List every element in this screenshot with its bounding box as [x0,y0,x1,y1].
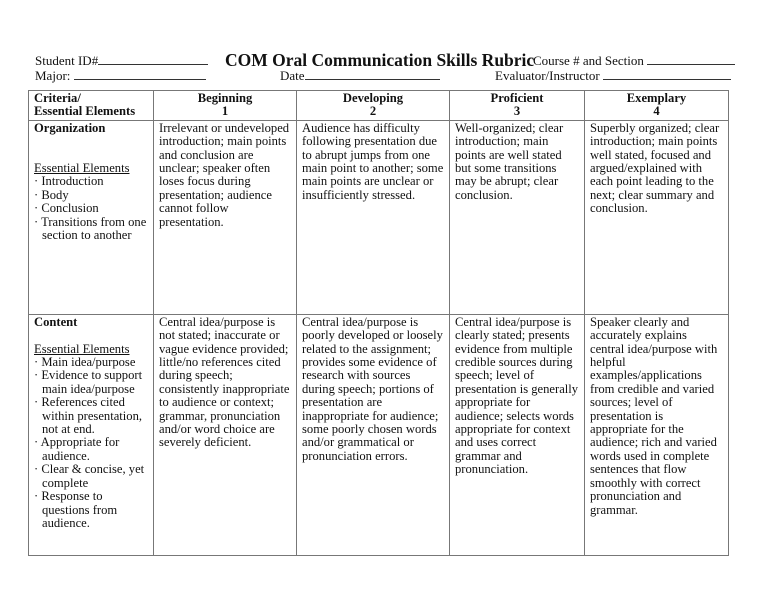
student-id-blank[interactable] [98,53,208,65]
column-header-criteria [29,91,154,121]
column-header-proficient [450,91,585,121]
rubric-cell-exemplary: Speaker clearly and accurately explains central idea/purpose with helpful examples/applications from credible and varied sources; level of presentation is appropriate for the audience; rich and varied words used in complete sentences that flow smoothly with correct pronunciation and grammar. [585,314,729,555]
rubric-cell-beginning: Irrelevant or undeveloped introduction; main points and conclusion are unclear; speaker often loses focus during presentation; audience cannot follow presentation. [154,120,297,314]
criterion-title: Content [34,314,78,329]
rubric-table [28,90,729,556]
course-section-field[interactable] [533,53,735,69]
element-item: · Clear & concise, yet complete [34,462,145,490]
column-score: 4 [653,104,660,119]
criterion-cell [29,314,154,555]
evaluator-blank[interactable] [603,68,731,80]
evaluator-field[interactable] [495,68,731,84]
element-item: · Body [34,187,69,202]
header-row [29,91,729,121]
rubric-cell-proficient: Central idea/purpose is clearly stated; presents evidence from multiple credible sources during speech; level of presentation is generally appropriate for audience; selects words appropriate for context and uses correct grammar and pronunciation. [450,314,585,555]
element-item: · Conclusion [34,201,99,216]
rubric-cell-proficient: Well-organized; clear introduction; main points are well stated but some transitions may be abrupt; clear conclusion. [450,120,585,314]
column-header-developing [297,91,450,121]
evaluator-label: Evaluator/Instructor [495,68,600,83]
major-field[interactable] [35,68,206,84]
page-title: COM Oral Communication Skills Rubric [225,50,535,70]
major-blank[interactable] [74,68,206,80]
element-item: · Main idea/purpose [34,355,136,370]
column-name: Criteria/ [34,91,81,105]
criterion-cell [29,120,154,314]
column-score: 1 [221,104,229,119]
column-header-beginning [154,91,297,121]
student-id-field[interactable] [35,53,208,69]
column-name: Proficient [490,91,544,105]
rubric-cell-exemplary: Superbly organized; clear introduction; main points well stated, focused and argued/explained with each point leading to the next; clear summary and conclusion. [585,120,729,314]
column-name: Developing [342,91,404,105]
element-item: · Evidence to support main idea/purpose [34,368,143,396]
column-score: 3 [513,104,521,119]
element-item: · Introduction [34,174,104,189]
elements-heading: Essential Elements [34,161,130,176]
criterion-title: Organization [34,120,106,135]
rubric-cell-beginning: Central idea/purpose is not stated; inaccurate or vague evidence provided; little/no references cited during speech; consistently inappropriate to audience or context; grammar, pronunciation and/or word choice are severely deficient. [154,314,297,555]
column-header-exemplary [585,91,729,121]
table-row-organization [29,120,729,314]
date-field[interactable] [280,68,440,84]
student-id-label: Student ID# [35,53,99,68]
column-name: Exemplary [626,91,687,105]
course-section-blank[interactable] [647,53,735,65]
element-item: · Appropriate for audience. [34,435,120,463]
date-label: Date [280,68,305,83]
date-blank[interactable] [305,68,440,80]
major-label: Major: [35,68,71,83]
column-sub: Essential Elements [34,104,136,119]
course-section-label: Course # and Section [533,53,644,68]
table-row-content [29,314,729,555]
column-score: 2 [369,104,377,119]
rubric-cell-developing: Central idea/purpose is poorly developed or loosely related to the assignment; provides some evidence of research with sources during speech; portions of presentation are inappropriate for audience; some poorly chosen words and/or grammatical or pronunciation errors. [297,314,450,555]
elements-heading: Essential Elements [34,341,130,356]
element-item: · Transitions from one section to another [34,214,147,243]
element-item: · References cited within presentation, not at end. [34,395,143,437]
element-item: · Response to questions from audience. [34,489,118,530]
column-name: Beginning [197,91,253,105]
rubric-cell-developing: Audience has difficulty following presentation due to abrupt jumps from one main point to another; some main points are unclear or insufficiently stressed. [297,120,450,314]
